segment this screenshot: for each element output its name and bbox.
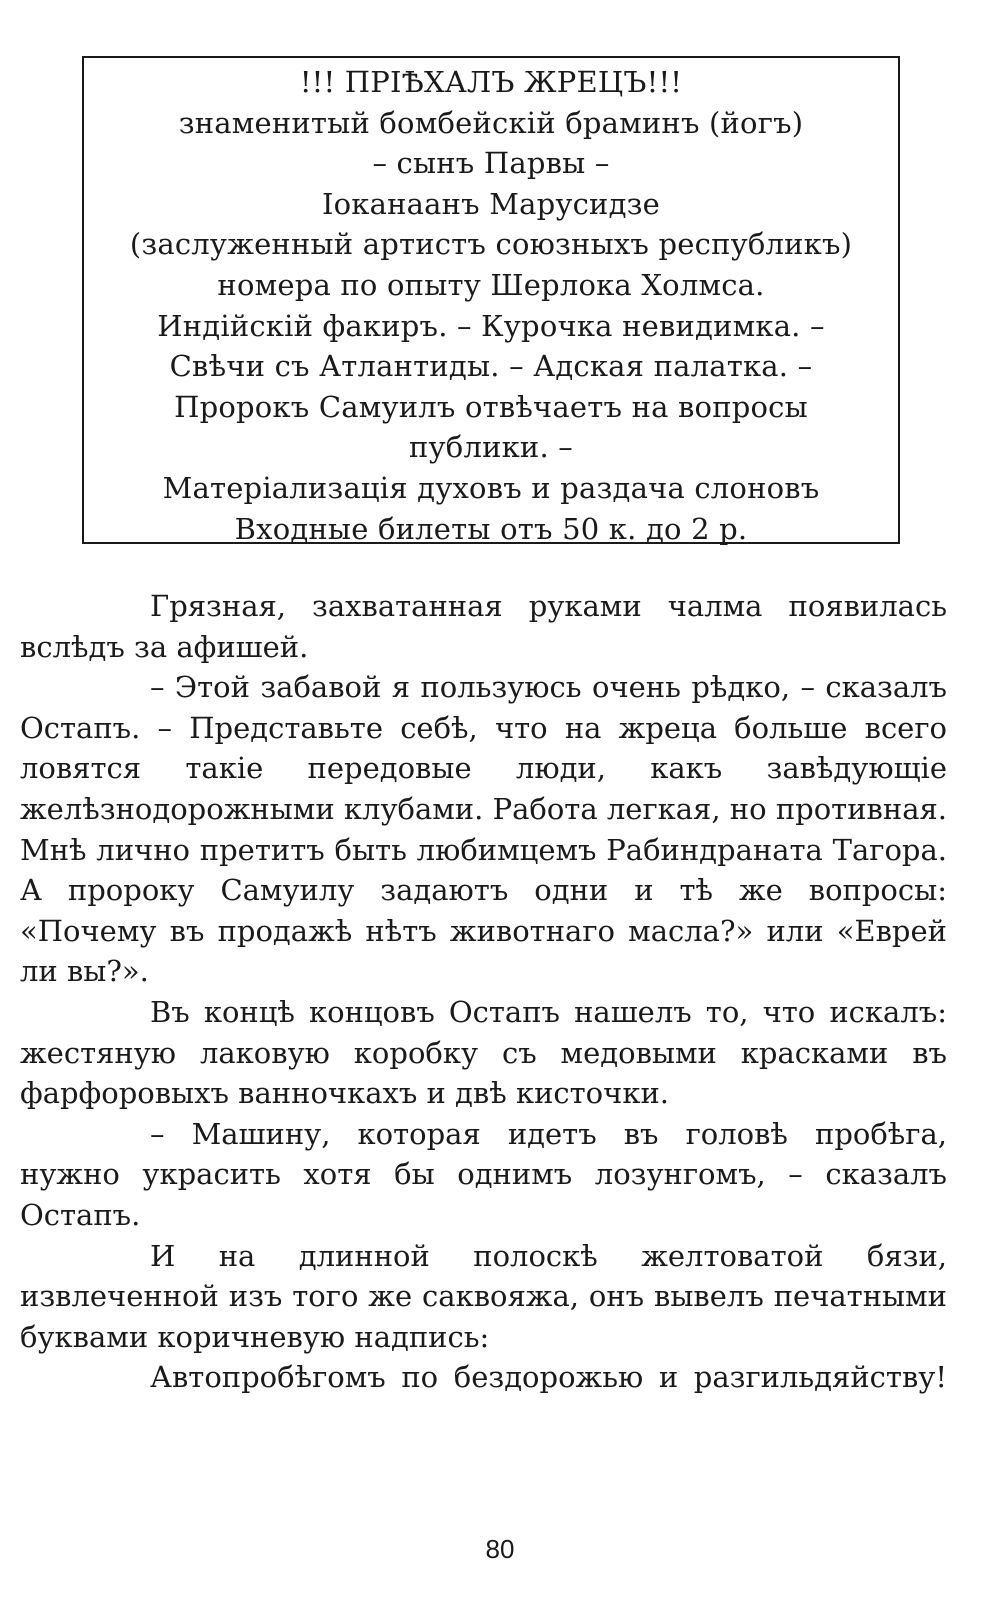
poster-line: Свѣчи съ Атлантиды. – Адская палатка. –: [169, 349, 813, 384]
page-number: 80: [485, 1534, 515, 1564]
poster-ticket-price: Входные билеты отъ 50 к. до 2 р.: [234, 511, 748, 546]
poster-headline: !!! ПРІѢХАЛЪ ЖРЕЦЪ!!!: [299, 65, 683, 99]
poster-line: Пророкъ Самуилъ отвѣчаетъ на вопросы: [174, 389, 808, 424]
poster-line: Іоканаанъ Марусидзе: [321, 186, 661, 221]
paragraph: Грязная, захватанная руками чалма появилась вслѣдъ за афишей.: [20, 589, 947, 664]
slogan-paragraph: Автопробѣгомъ по бездорожью и разгильдяйству!: [150, 1360, 947, 1395]
poster-line: (заслуженный артистъ союзныхъ республикъ): [129, 227, 853, 262]
poster-line: Матеріализація духовъ и раздача слоновъ: [162, 470, 820, 505]
paragraph: – Машину, которая идетъ въ головѣ пробѣга, нужно украсить хотя бы однимъ лозунгомъ, – сказалъ Остапъ.: [20, 1116, 947, 1232]
paragraph: – Этой забавой я пользуюсь очень рѣдко, – сказалъ Остапъ. – Представьте себѣ, что на жреца больше всего ловятся такіе передовые люди, какъ завѣдующіе желѣзнодорожными клубами. Работа легкая, но противная. Мнѣ лично претитъ быть любимцемъ Рабиндраната Тагора. А пророку Самуилу задаютъ одни и тѣ же вопросы: «Почему въ продажѣ нѣтъ животнаго масла?» или «Еврей ли вы?».: [20, 670, 947, 989]
poster-announcement: [82, 56, 900, 544]
poster-line: публики. –: [409, 430, 573, 465]
body-text: [20, 586, 947, 1398]
poster-line: – сынъ Парвы –: [372, 146, 610, 181]
poster-line: Индійскій факиръ. – Курочка невидимка. –: [157, 308, 825, 343]
poster-line: номера по опыту Шерлока Холмса.: [217, 267, 765, 302]
poster-line: знаменитый бомбейскій браминъ (йогъ): [178, 105, 804, 140]
paragraph: Въ концѣ концовъ Остапъ нашелъ то, что искалъ: жестяную лаковую коробку съ медовыми красками въ фарфоровыхъ ванночкахъ и двѣ кисточки.: [20, 994, 947, 1111]
paragraph: И на длинной полоскѣ желтоватой бязи, извлеченной изъ того же саквояжа, онъ вывелъ печатными буквами коричневую надпись:: [20, 1238, 947, 1354]
